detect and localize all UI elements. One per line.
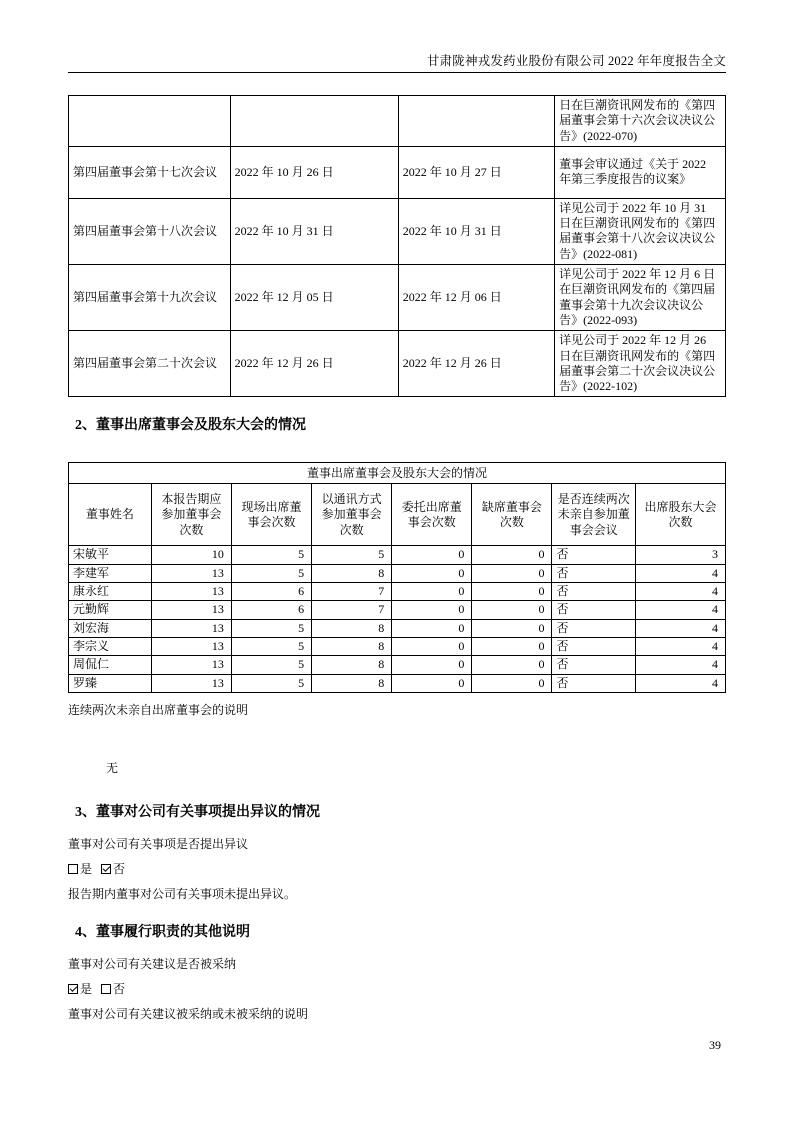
- cell: 0: [392, 637, 472, 655]
- header-divider: [68, 72, 726, 73]
- suggestion-question: 董事对公司有关建议是否被采纳: [68, 956, 237, 971]
- cell: 5: [231, 546, 311, 564]
- resolution-cell: 详见公司于 2022 年 12 月 6 日在巨潮资讯网发布的《第四届董事会第十九次会议决议公告》(2022-093): [555, 265, 726, 331]
- objection-yes-checkbox-icon: [68, 864, 78, 874]
- cell: 8: [312, 619, 392, 637]
- cell: 4: [635, 601, 725, 619]
- cell: 13: [151, 583, 231, 601]
- page-number: 39: [709, 1038, 721, 1052]
- table-title-row: [69, 463, 726, 484]
- table-row: [69, 198, 726, 264]
- table-row: [69, 96, 726, 147]
- director-name-cell: 李建军: [69, 564, 152, 582]
- director-name-cell: 刘宏海: [69, 619, 152, 637]
- attendance-table-title: 董事出席董事会及股东大会的情况: [69, 463, 726, 484]
- table-row: [69, 637, 726, 655]
- suggestion-yes-checkbox-icon: [68, 984, 78, 994]
- consecutive-absence-note-value: 无: [106, 760, 119, 775]
- cell: 5: [231, 564, 311, 582]
- suggestion-statement: 董事对公司有关建议被采纳或未被采纳的说明: [68, 1006, 309, 1021]
- attendance-table: [68, 462, 726, 692]
- cell: 5: [231, 656, 311, 674]
- cell: 否: [552, 564, 635, 582]
- board-meetings-table: [68, 95, 726, 397]
- cell: 0: [472, 674, 552, 692]
- cell: 3: [635, 546, 725, 564]
- resolution-cell: 详见公司于 2022 年 12 月 26 日在巨潮资讯网发布的《第四届董事会第二十次会议决议公告》(2022-102): [555, 331, 726, 397]
- cell: 否: [552, 546, 635, 564]
- objection-yes-label: 是: [80, 861, 93, 876]
- table-row: [69, 656, 726, 674]
- cell: 8: [312, 656, 392, 674]
- resolution-cell: 详见公司于 2022 年 10 月 31 日在巨潮资讯网发布的《第四届董事会第十八次会议决议公告》(2022-081): [555, 198, 726, 264]
- table-row: [69, 601, 726, 619]
- col-header-shareholder-meetings: 出席股东大会次数: [635, 484, 725, 546]
- objection-question: 董事对公司有关事项是否提出异议: [68, 836, 249, 851]
- table-row: [69, 331, 726, 397]
- cell: 6: [231, 601, 311, 619]
- director-name-cell: 罗臻: [69, 674, 152, 692]
- cell: 6: [231, 583, 311, 601]
- director-name-cell: 康永红: [69, 583, 152, 601]
- meeting-date-cell: 2022 年 12 月 26 日: [230, 331, 398, 397]
- col-header-onsite-attendance: 现场出席董事会次数: [231, 484, 311, 546]
- col-header-absences: 缺席董事会次数: [472, 484, 552, 546]
- cell: 7: [312, 583, 392, 601]
- col-header-director-name: 董事姓名: [69, 484, 152, 546]
- objection-statement: 报告期内董事对公司有关事项未提出异议。: [68, 886, 297, 901]
- meeting-date-cell: 2022 年 12 月 05 日: [230, 265, 398, 331]
- director-name-cell: 李宗义: [69, 637, 152, 655]
- resolution-cell: 日在巨潮资讯网发布的《第四届董事会第十六次会议决议公告》(2022-070): [555, 96, 726, 147]
- objection-no-checkbox-icon: [101, 864, 111, 874]
- objection-no-label: 否: [113, 861, 126, 876]
- cell: 8: [312, 637, 392, 655]
- cell: 13: [151, 656, 231, 674]
- cell: 0: [392, 564, 472, 582]
- cell: 10: [151, 546, 231, 564]
- cell: 否: [552, 619, 635, 637]
- cell: 0: [472, 619, 552, 637]
- cell: 0: [472, 564, 552, 582]
- director-name-cell: 周侃仁: [69, 656, 152, 674]
- cell: 否: [552, 656, 635, 674]
- table-row: [69, 564, 726, 582]
- cell: 4: [635, 674, 725, 692]
- col-header-required-attendance: 本报告期应参加董事会次数: [151, 484, 231, 546]
- table-row: [69, 674, 726, 692]
- meeting-name-cell: [69, 96, 231, 147]
- table-row: [69, 546, 726, 564]
- cell: 0: [392, 583, 472, 601]
- cell: 13: [151, 637, 231, 655]
- consecutive-absence-note-label: 连续两次未亲自出席董事会的说明: [68, 702, 249, 717]
- meeting-date-cell: 2022 年 10 月 26 日: [230, 146, 398, 198]
- col-header-two-consecutive-absences: 是否连续两次未亲自参加董事会会议: [552, 484, 635, 546]
- cell: 0: [392, 674, 472, 692]
- cell: 0: [392, 656, 472, 674]
- table-row: [69, 583, 726, 601]
- col-header-proxy-attendance: 委托出席董事会次数: [392, 484, 472, 546]
- cell: 13: [151, 564, 231, 582]
- cell: 0: [472, 637, 552, 655]
- suggestion-options: [68, 981, 726, 997]
- cell: 7: [312, 601, 392, 619]
- section-2-heading: 2、董事出席董事会及股东大会的情况: [75, 418, 306, 434]
- cell: 4: [635, 583, 725, 601]
- table-row: [69, 619, 726, 637]
- cell: 0: [472, 546, 552, 564]
- meeting-name-cell: 第四届董事会第十七次会议: [69, 146, 231, 198]
- cell: 否: [552, 583, 635, 601]
- cell: 0: [472, 601, 552, 619]
- cell: 4: [635, 619, 725, 637]
- cell: 否: [552, 601, 635, 619]
- cell: 否: [552, 637, 635, 655]
- meeting-name-cell: 第四届董事会第十八次会议: [69, 198, 231, 264]
- cell: 4: [635, 637, 725, 655]
- disclosure-date-cell: 2022 年 10 月 27 日: [398, 146, 554, 198]
- cell: 0: [392, 546, 472, 564]
- cell: 否: [552, 674, 635, 692]
- table-row: [69, 265, 726, 331]
- meeting-name-cell: 第四届董事会第十九次会议: [69, 265, 231, 331]
- table-row: [69, 146, 726, 198]
- meeting-date-cell: [230, 96, 398, 147]
- suggestion-no-label: 否: [113, 981, 126, 996]
- cell: 5: [231, 674, 311, 692]
- director-name-cell: 元勤辉: [69, 601, 152, 619]
- resolution-cell: 董事会审议通过《关于 2022 年第三季度报告的议案》: [555, 146, 726, 198]
- disclosure-date-cell: 2022 年 12 月 26 日: [398, 331, 554, 397]
- disclosure-date-cell: [398, 96, 554, 147]
- suggestion-no-checkbox-icon: [101, 984, 111, 994]
- cell: 5: [312, 546, 392, 564]
- cell: 8: [312, 564, 392, 582]
- cell: 0: [392, 619, 472, 637]
- suggestion-yes-label: 是: [80, 981, 93, 996]
- disclosure-date-cell: 2022 年 10 月 31 日: [398, 198, 554, 264]
- cell: 13: [151, 619, 231, 637]
- section-4-heading: 4、董事履行职责的其他说明: [75, 924, 250, 940]
- cell: 4: [635, 656, 725, 674]
- section-3-heading: 3、董事对公司有关事项提出异议的情况: [75, 804, 320, 820]
- cell: 8: [312, 674, 392, 692]
- cell: 0: [472, 583, 552, 601]
- cell: 4: [635, 564, 725, 582]
- cell: 0: [392, 601, 472, 619]
- col-header-telecom-attendance: 以通讯方式参加董事会次数: [312, 484, 392, 546]
- report-title: 甘肃陇神戎发药业股份有限公司 2022 年年度报告全文: [426, 54, 726, 68]
- cell: 0: [472, 656, 552, 674]
- cell: 5: [231, 637, 311, 655]
- director-name-cell: 宋敏平: [69, 546, 152, 564]
- table-header-row: [69, 484, 726, 546]
- objection-options: [68, 861, 726, 877]
- cell: 5: [231, 619, 311, 637]
- cell: 13: [151, 674, 231, 692]
- meeting-name-cell: 第四届董事会第二十次会议: [69, 331, 231, 397]
- disclosure-date-cell: 2022 年 12 月 06 日: [398, 265, 554, 331]
- cell: 13: [151, 601, 231, 619]
- meeting-date-cell: 2022 年 10 月 31 日: [230, 198, 398, 264]
